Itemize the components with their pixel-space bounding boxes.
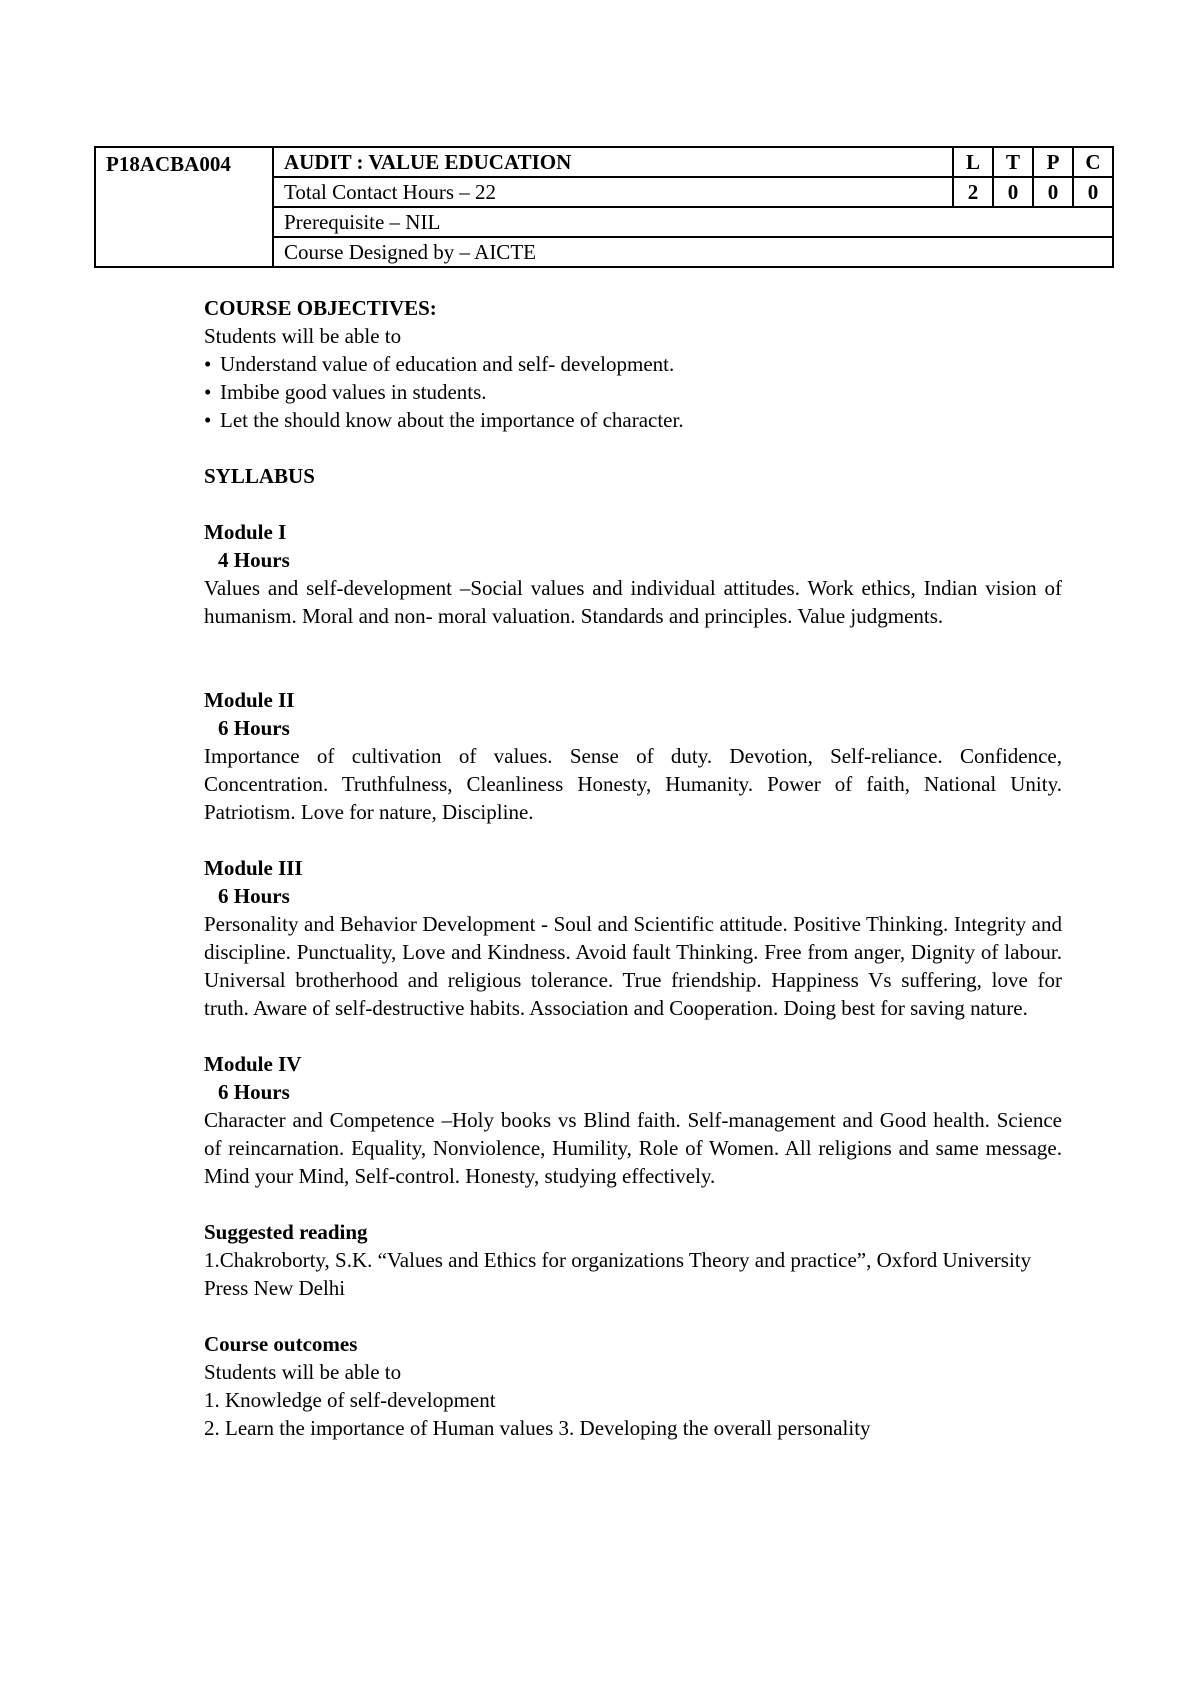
- objective-item: • Let the should know about the importance of character.: [204, 406, 1062, 434]
- module-hours: 6 Hours: [218, 884, 290, 908]
- course-code: P18ACBA004: [95, 147, 273, 267]
- objective-item: • Understand value of education and self- development.: [204, 350, 1062, 378]
- module-title: Module IV: [204, 1052, 302, 1076]
- designed-by: Course Designed by – AICTE: [273, 237, 1113, 267]
- ltpc-header-p: P: [1033, 147, 1073, 177]
- module-text: Importance of cultivation of values. Sense of duty. Devotion, Self-reliance. Confidence, Concentration. Truthfulness, Cleanliness Honesty, Humanity. Power of faith, National Unity. Patriotism. Love for nature, Discipline.: [204, 744, 1062, 824]
- reading-heading: Suggested reading: [204, 1220, 368, 1244]
- course-info-table: [94, 146, 1114, 268]
- ltpc-value-t: 0: [993, 177, 1033, 207]
- syllabus-heading: SYLLABUS: [204, 464, 315, 488]
- module-title: Module I: [204, 520, 287, 544]
- module-hours: 6 Hours: [218, 716, 290, 740]
- ltpc-header-t: T: [993, 147, 1033, 177]
- ltpc-header-c: C: [1073, 147, 1113, 177]
- objectives-heading: COURSE OBJECTIVES:: [204, 296, 437, 320]
- module-text: Values and self-development –Social values and individual attitudes. Work ethics, Indian vision of humanism. Moral and non- moral valuation. Standards and principles. Value judgments.: [204, 576, 1062, 628]
- reading-item: 1.Chakroborty, S.K. “Values and Ethics for organizations Theory and practice”, Oxford University Press New Delhi: [204, 1248, 1032, 1300]
- document-body: [204, 294, 1062, 1442]
- course-title: AUDIT : VALUE EDUCATION: [273, 147, 953, 177]
- module-hours: 4 Hours: [218, 548, 290, 572]
- ltpc-value-c: 0: [1073, 177, 1113, 207]
- contact-hours: Total Contact Hours – 22: [273, 177, 953, 207]
- outcomes-heading: Course outcomes: [204, 1332, 358, 1356]
- module-hours: 6 Hours: [218, 1080, 290, 1104]
- module-title: Module II: [204, 688, 295, 712]
- ltpc-value-p: 0: [1033, 177, 1073, 207]
- module-text: Personality and Behavior Development - Soul and Scientific attitude. Positive Thinking. Integrity and discipline. Punctuality, Love and Kindness. Avoid fault Thinking. Free from anger, Dignity of labour. Universal brotherhood and religious tolerance. True friendship. Happiness Vs suffering, love for truth. Aware of self-destructive habits. Association and Cooperation. Doing best for saving nature.: [204, 912, 1062, 1020]
- objective-item: • Imbibe good values in students.: [204, 378, 1062, 406]
- objectives-intro: Students will be able to: [204, 324, 402, 348]
- module-text: Character and Competence –Holy books vs Blind faith. Self-management and Good health. Science of reincarnation. Equality, Nonviolence, Humility, Role of Women. All religions and same message. Mind your Mind, Self-control. Honesty, studying effectively.: [204, 1108, 1062, 1188]
- ltpc-header-l: L: [953, 147, 993, 177]
- outcome-item: 1. Knowledge of self-development: [204, 1388, 496, 1412]
- module-title: Module III: [204, 856, 303, 880]
- outcome-item: 2. Learn the importance of Human values 3. Developing the overall personality: [204, 1416, 871, 1440]
- ltpc-value-l: 2: [953, 177, 993, 207]
- prerequisite: Prerequisite – NIL: [273, 207, 1113, 237]
- outcomes-intro: Students will be able to: [204, 1360, 402, 1384]
